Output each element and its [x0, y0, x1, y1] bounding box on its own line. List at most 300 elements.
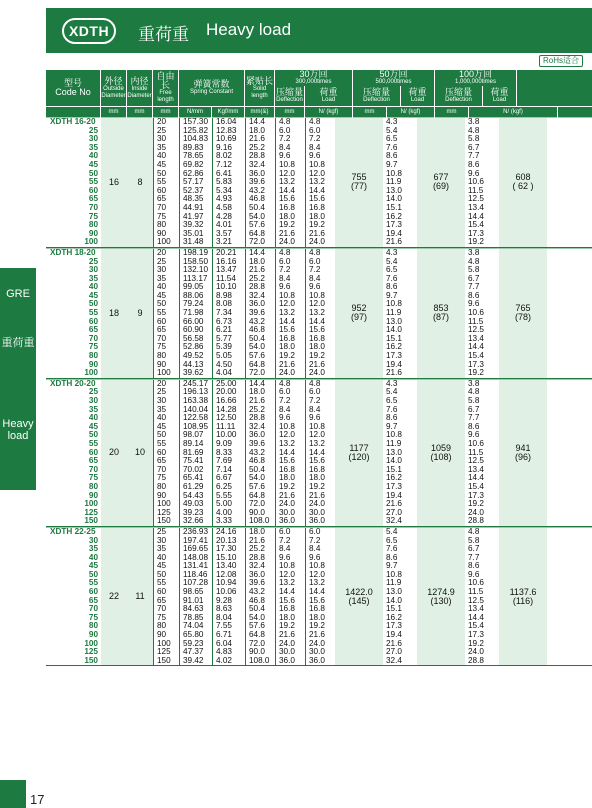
value-cell: 8.08 [216, 300, 232, 309]
value-cell: 16.2 [386, 212, 402, 221]
unit-cell-text: Kgf/mm [217, 109, 239, 116]
value-cell: 100 [157, 238, 171, 247]
value-cell: 36.0 [279, 517, 295, 526]
unit-cell-text: mm [284, 109, 295, 116]
value-cell: 4.8 [468, 388, 480, 397]
value-cell: 81.69 [183, 448, 204, 457]
value-cell: 10.10 [216, 283, 237, 292]
code-cell: 45 [88, 562, 98, 571]
code-cell: 100 [84, 500, 98, 509]
value-cell: 60 [157, 317, 167, 326]
value-cell: 20.13 [216, 536, 237, 545]
value-cell: 5.4 [386, 388, 398, 397]
value-cell: 57.6 [249, 352, 265, 361]
life-title-2-text: 1,000,000times [454, 79, 497, 86]
unit-cell [469, 107, 558, 118]
value-cell: 64.8 [249, 491, 265, 500]
value-cell: 7.6 [386, 143, 398, 152]
value-cell: 47.37 [183, 648, 204, 657]
load-300k [335, 118, 383, 247]
value-cell: 9.6 [309, 283, 321, 292]
code-cell: 75 [88, 212, 98, 221]
value-cell: 11.9 [386, 309, 402, 318]
code-cell: 125 [84, 648, 98, 657]
value-cell: 5.4 [386, 527, 398, 536]
value-cell: 25.00 [216, 379, 237, 388]
value-cell: 80 [157, 352, 167, 361]
deflection-300k [305, 380, 335, 526]
value-cell: 9.6 [468, 431, 480, 440]
load-value: 952 [351, 303, 367, 314]
code-cell: 60 [88, 588, 98, 597]
value-cell: 80 [157, 221, 167, 230]
value-cell: 30 [157, 397, 167, 405]
value-cell: 32.4 [249, 422, 265, 431]
value-cell: 197.41 [183, 536, 209, 545]
value-cell: 13.2 [309, 309, 325, 318]
brand-logo: XDTH [62, 18, 116, 44]
value-cell: 55 [157, 309, 167, 318]
code-cell: 30 [88, 397, 98, 405]
value-cell: 13.47 [216, 266, 237, 275]
value-cell: 10.6 [468, 579, 484, 588]
value-cell: 72.0 [249, 238, 265, 247]
value-cell: 11.9 [386, 439, 402, 448]
value-cell: 90 [157, 631, 167, 640]
code-cell: 40 [88, 414, 98, 423]
code-cell: 100 [84, 639, 98, 648]
value-cell: 9.6 [279, 152, 291, 161]
col-od-header [101, 70, 127, 106]
value-cell: 75 [157, 212, 167, 221]
value-cell: 9.6 [309, 152, 321, 161]
life-title-0-text: 30万回 [299, 69, 328, 80]
value-cell: 21.6 [386, 639, 402, 648]
product-group [46, 527, 592, 667]
value-cell: 90.0 [249, 508, 265, 517]
col-free-header-text: Free length [157, 90, 174, 103]
value-cell: 18.0 [249, 126, 265, 135]
load-kgf: ( 62 ) [512, 181, 534, 192]
value-cell: 3.8 [468, 248, 480, 257]
value-cell: 6.7 [468, 405, 480, 414]
value-cell: 24.0 [309, 369, 325, 378]
value-cell: 50 [157, 169, 167, 178]
load-value: 677 [433, 172, 449, 183]
value-cell: 132.10 [183, 266, 209, 275]
load-header-1-text: 荷重 [408, 87, 427, 98]
code-cell: 70 [88, 203, 98, 212]
value-cell: 50.4 [249, 605, 265, 614]
value-cell: 40 [157, 283, 167, 292]
value-cell: 30.0 [279, 648, 295, 657]
value-cell: 4.8 [468, 527, 480, 536]
value-cell: 25.2 [249, 545, 265, 554]
value-cell: 16.66 [216, 397, 237, 405]
value-cell: 40 [157, 553, 167, 562]
value-cell: 17.3 [386, 482, 402, 491]
od-cell: 16 [101, 118, 127, 247]
value-cell: 21.6 [279, 491, 295, 500]
value-cell: 8.4 [279, 545, 291, 554]
value-cell: 21.6 [386, 500, 402, 509]
value-cell: 89.83 [183, 143, 204, 152]
load-1m [499, 249, 547, 378]
value-cell: 12.08 [216, 570, 237, 579]
code-cell: 90 [88, 491, 98, 500]
value-cell: 14.4 [249, 248, 265, 257]
id-cell: 11 [127, 528, 153, 666]
value-cell: 4.8 [279, 248, 291, 257]
value-cell: 75 [157, 613, 167, 622]
value-cell: 9.6 [309, 414, 321, 423]
value-cell: 10.94 [216, 579, 237, 588]
value-cell: 28.8 [468, 517, 484, 526]
side-tab [0, 268, 36, 490]
load-value: 1177 [349, 442, 369, 453]
value-cell: 19.2 [309, 221, 325, 230]
value-cell: 18.0 [279, 343, 295, 352]
load-1m [499, 118, 547, 247]
value-cell: 15.6 [309, 195, 325, 204]
code-cell: 90 [88, 360, 98, 369]
value-cell: 7.2 [279, 397, 291, 405]
value-cell: 19.2 [468, 238, 484, 247]
value-cell: 11.5 [468, 448, 484, 457]
value-cell: 32.4 [249, 160, 265, 169]
value-cell: 13.2 [309, 439, 325, 448]
value-cell: 7.7 [468, 414, 480, 423]
value-cell: 13.4 [468, 605, 484, 614]
value-cell: 9.09 [216, 439, 232, 448]
value-cell: 6.25 [216, 482, 232, 491]
deflection-500k [383, 528, 417, 666]
value-column [212, 249, 245, 378]
col-code-header-text: 型号 [63, 78, 82, 88]
value-cell: 14.4 [468, 474, 484, 483]
value-cell: 9.28 [216, 596, 232, 605]
value-cell: 6.0 [279, 527, 291, 536]
value-cell: 14.4 [309, 317, 325, 326]
value-cell: 118.46 [183, 570, 208, 579]
load-kgf: (108) [430, 451, 452, 462]
value-cell: 169.65 [183, 545, 209, 554]
value-cell: 8.6 [386, 283, 398, 292]
value-cell: 7.14 [216, 465, 232, 474]
value-cell: 35 [157, 545, 167, 554]
load-300k [335, 528, 383, 666]
side-title-cn: 重荷重 [1, 337, 35, 349]
code-cell: 45 [88, 291, 98, 300]
value-cell: 15.4 [468, 482, 484, 491]
value-cell: 30.0 [309, 648, 325, 657]
code-cell: XDTH 18-20 [50, 248, 96, 257]
unit-cell [101, 107, 127, 118]
value-cell: 8.4 [309, 143, 321, 152]
value-cell: 31.48 [183, 238, 204, 247]
id-cell: 10 [127, 380, 153, 526]
value-cell: 157.30 [183, 118, 209, 126]
value-cell: 50 [157, 300, 167, 309]
value-cell: 9.7 [386, 562, 398, 571]
value-cell: 56.58 [183, 334, 204, 343]
value-cell: 14.0 [386, 195, 402, 204]
value-cell: 98.65 [183, 588, 204, 597]
header-title-en: Heavy load [206, 20, 292, 39]
value-cell: 45 [157, 562, 167, 571]
value-cell: 39.23 [183, 508, 204, 517]
value-cell: 21.6 [309, 229, 325, 238]
value-cell: 17.3 [386, 221, 402, 230]
value-cell: 7.2 [309, 135, 321, 144]
code-cell: 50 [88, 169, 98, 178]
value-cell: 70 [157, 605, 167, 614]
code-cell: 75 [88, 343, 98, 352]
code-cell: 80 [88, 622, 98, 631]
value-cell: 10.8 [386, 300, 402, 309]
load-kgf: (87) [432, 312, 449, 323]
load-1m [499, 528, 547, 666]
value-cell: 43.2 [249, 448, 265, 457]
value-cell: 50 [157, 431, 167, 440]
load-header-1-text: Load [410, 97, 425, 104]
value-cell: 99.05 [183, 283, 204, 292]
value-cell: 74.04 [183, 622, 204, 631]
col-id-header-text: Inside Diameter [127, 85, 152, 99]
value-cell: 108.0 [249, 656, 270, 665]
value-cell: 30 [157, 536, 167, 545]
value-cell: 36.0 [279, 656, 295, 665]
value-cell: 8.6 [386, 414, 398, 423]
load-value: 941 [515, 442, 531, 453]
load-header-1 [401, 86, 435, 106]
value-column [245, 249, 275, 378]
life-sub-0 [275, 86, 353, 106]
value-cell: 12.5 [468, 457, 484, 466]
unit-cell [353, 107, 387, 118]
code-cell: 55 [88, 309, 98, 318]
value-column [153, 380, 179, 526]
value-cell: 4.3 [386, 118, 398, 126]
unit-cell [153, 107, 179, 118]
value-cell: 11.9 [386, 579, 402, 588]
value-cell: 13.4 [468, 465, 484, 474]
col-spring-header [179, 70, 245, 106]
unit-cell-text: mm [160, 109, 171, 116]
value-column [179, 380, 212, 526]
code-cell: 55 [88, 178, 98, 187]
value-cell: 7.6 [386, 274, 398, 283]
value-cell: 6.5 [386, 266, 398, 275]
code-cell: 70 [88, 605, 98, 614]
value-cell: 24.16 [216, 527, 237, 536]
value-cell: 196.13 [183, 388, 209, 397]
value-cell: 44.91 [183, 203, 204, 212]
value-cell: 15.4 [468, 221, 484, 230]
value-cell: 35 [157, 143, 167, 152]
value-cell: 65.41 [183, 474, 204, 483]
value-cell: 24.0 [279, 500, 295, 509]
load-value: 1422.0 [345, 586, 373, 597]
code-cell: 150 [84, 656, 98, 665]
value-cell: 21.6 [249, 536, 265, 545]
value-cell: 64.8 [249, 360, 265, 369]
value-cell: 24.0 [309, 238, 325, 247]
value-cell: 17.3 [468, 491, 484, 500]
value-cell: 18.0 [279, 613, 295, 622]
unit-cell [387, 107, 435, 118]
life-sub-1 [353, 86, 435, 106]
spec-table [46, 70, 592, 666]
value-cell: 18.0 [279, 474, 295, 483]
code-cell: 125 [84, 508, 98, 517]
code-cell: 80 [88, 221, 98, 230]
value-cell: 11.5 [468, 186, 484, 195]
value-cell: 14.4 [468, 212, 484, 221]
value-cell: 25.2 [249, 405, 265, 414]
value-cell: 39.6 [249, 439, 265, 448]
value-cell: 19.4 [386, 631, 402, 640]
load-kgf: (78) [514, 312, 531, 323]
value-cell: 46.8 [249, 326, 265, 335]
value-cell: 19.2 [279, 482, 295, 491]
load-value: 1137.6 [509, 586, 537, 597]
value-cell: 20.21 [216, 248, 237, 257]
units-row [46, 106, 592, 117]
value-cell: 140.04 [183, 405, 209, 414]
life-title-0 [275, 70, 353, 86]
value-cell: 9.7 [386, 160, 398, 169]
unit-cell-text: mm [134, 109, 145, 116]
value-cell: 9.6 [279, 283, 291, 292]
code-cell: 35 [88, 405, 98, 414]
code-cell: 80 [88, 482, 98, 491]
header-title-cn: 重荷重 [138, 25, 189, 44]
deflection-header-0-text: Deflection [276, 97, 303, 104]
value-cell: 16.8 [309, 605, 325, 614]
value-cell: 15.6 [309, 326, 325, 335]
value-cell: 4.00 [216, 508, 232, 517]
life-title-2-text: 100万回 [458, 69, 493, 80]
value-cell: 7.7 [468, 553, 480, 562]
value-cell: 32.4 [249, 291, 265, 300]
value-cell: 15.10 [216, 553, 237, 562]
value-cell: 14.0 [386, 326, 402, 335]
code-cell: 100 [84, 238, 98, 247]
code-column [46, 118, 101, 247]
table-header [46, 70, 592, 106]
value-cell: 100 [157, 500, 171, 509]
value-cell: 21.6 [279, 360, 295, 369]
value-cell: 28.8 [249, 283, 265, 292]
value-cell: 10.8 [279, 422, 295, 431]
value-cell: 4.93 [216, 195, 232, 204]
value-cell: 46.8 [249, 596, 265, 605]
value-cell: 15.6 [309, 596, 325, 605]
value-cell: 148.08 [183, 553, 209, 562]
value-cell: 49.52 [183, 352, 204, 361]
value-cell: 54.0 [249, 613, 265, 622]
deflection-1m [465, 380, 499, 526]
value-cell: 25 [157, 388, 167, 397]
value-cell: 55 [157, 579, 167, 588]
value-cell: 11.5 [468, 317, 484, 326]
value-cell: 30.0 [279, 508, 295, 517]
load-500k [417, 118, 465, 247]
value-cell: 24.0 [279, 639, 295, 648]
value-cell: 14.4 [249, 118, 265, 126]
value-cell: 90 [157, 229, 167, 238]
value-cell: 6.0 [309, 126, 321, 135]
value-cell: 25 [157, 257, 167, 266]
value-cell: 108.0 [249, 517, 270, 526]
value-cell: 24.0 [279, 238, 295, 247]
value-cell: 75.41 [183, 457, 204, 466]
value-cell: 9.7 [386, 291, 398, 300]
value-column [153, 528, 179, 666]
value-cell: 45 [157, 160, 167, 169]
value-cell: 18.0 [249, 388, 265, 397]
code-cell: 50 [88, 570, 98, 579]
code-column [46, 249, 101, 378]
value-cell: 52.86 [183, 343, 204, 352]
value-cell: 30 [157, 266, 167, 275]
value-cell: 6.5 [386, 397, 398, 405]
value-cell: 24.0 [309, 500, 325, 509]
code-cell: 30 [88, 135, 98, 144]
value-cell: 25.2 [249, 143, 265, 152]
value-cell: 35 [157, 405, 167, 414]
value-cell: 65 [157, 195, 167, 204]
value-cell: 12.5 [468, 195, 484, 204]
value-cell: 7.55 [216, 622, 232, 631]
unit-cell-text: mm [446, 109, 457, 116]
code-cell: 60 [88, 317, 98, 326]
value-cell: 11.5 [468, 588, 484, 597]
life-title-1-text: 500,000times [375, 79, 412, 86]
life-title-2 [435, 70, 517, 86]
col-od-header-text: Outside Diameter [101, 85, 126, 99]
value-cell: 43.2 [249, 588, 265, 597]
value-cell: 39.6 [249, 579, 265, 588]
value-cell: 12.0 [309, 570, 325, 579]
value-cell: 4.04 [216, 369, 232, 378]
value-cell: 9.6 [279, 414, 291, 423]
value-cell: 65.80 [183, 631, 204, 640]
value-cell: 36.0 [249, 431, 265, 440]
life-header-0 [275, 70, 353, 106]
load-header-0-text: 荷重 [319, 87, 338, 98]
value-cell: 98.07 [183, 431, 204, 440]
value-cell: 9.6 [468, 300, 480, 309]
value-cell: 13.2 [279, 178, 295, 187]
value-cell: 4.8 [279, 379, 291, 388]
value-cell: 6.21 [216, 326, 232, 335]
value-cell: 50.4 [249, 203, 265, 212]
load-500k [417, 249, 465, 378]
unit-cell-text: N/ (kgf) [318, 109, 339, 116]
code-cell: 65 [88, 457, 98, 466]
value-cell: 6.71 [216, 631, 232, 640]
value-cell: 6.0 [309, 388, 321, 397]
value-cell: 3.21 [216, 238, 232, 247]
value-cell: 3.33 [216, 517, 232, 526]
value-cell: 107.28 [183, 579, 209, 588]
value-cell: 21.6 [386, 369, 402, 378]
value-cell: 65 [157, 457, 167, 466]
value-cell: 3.8 [468, 379, 480, 388]
value-cell: 10.8 [279, 291, 295, 300]
